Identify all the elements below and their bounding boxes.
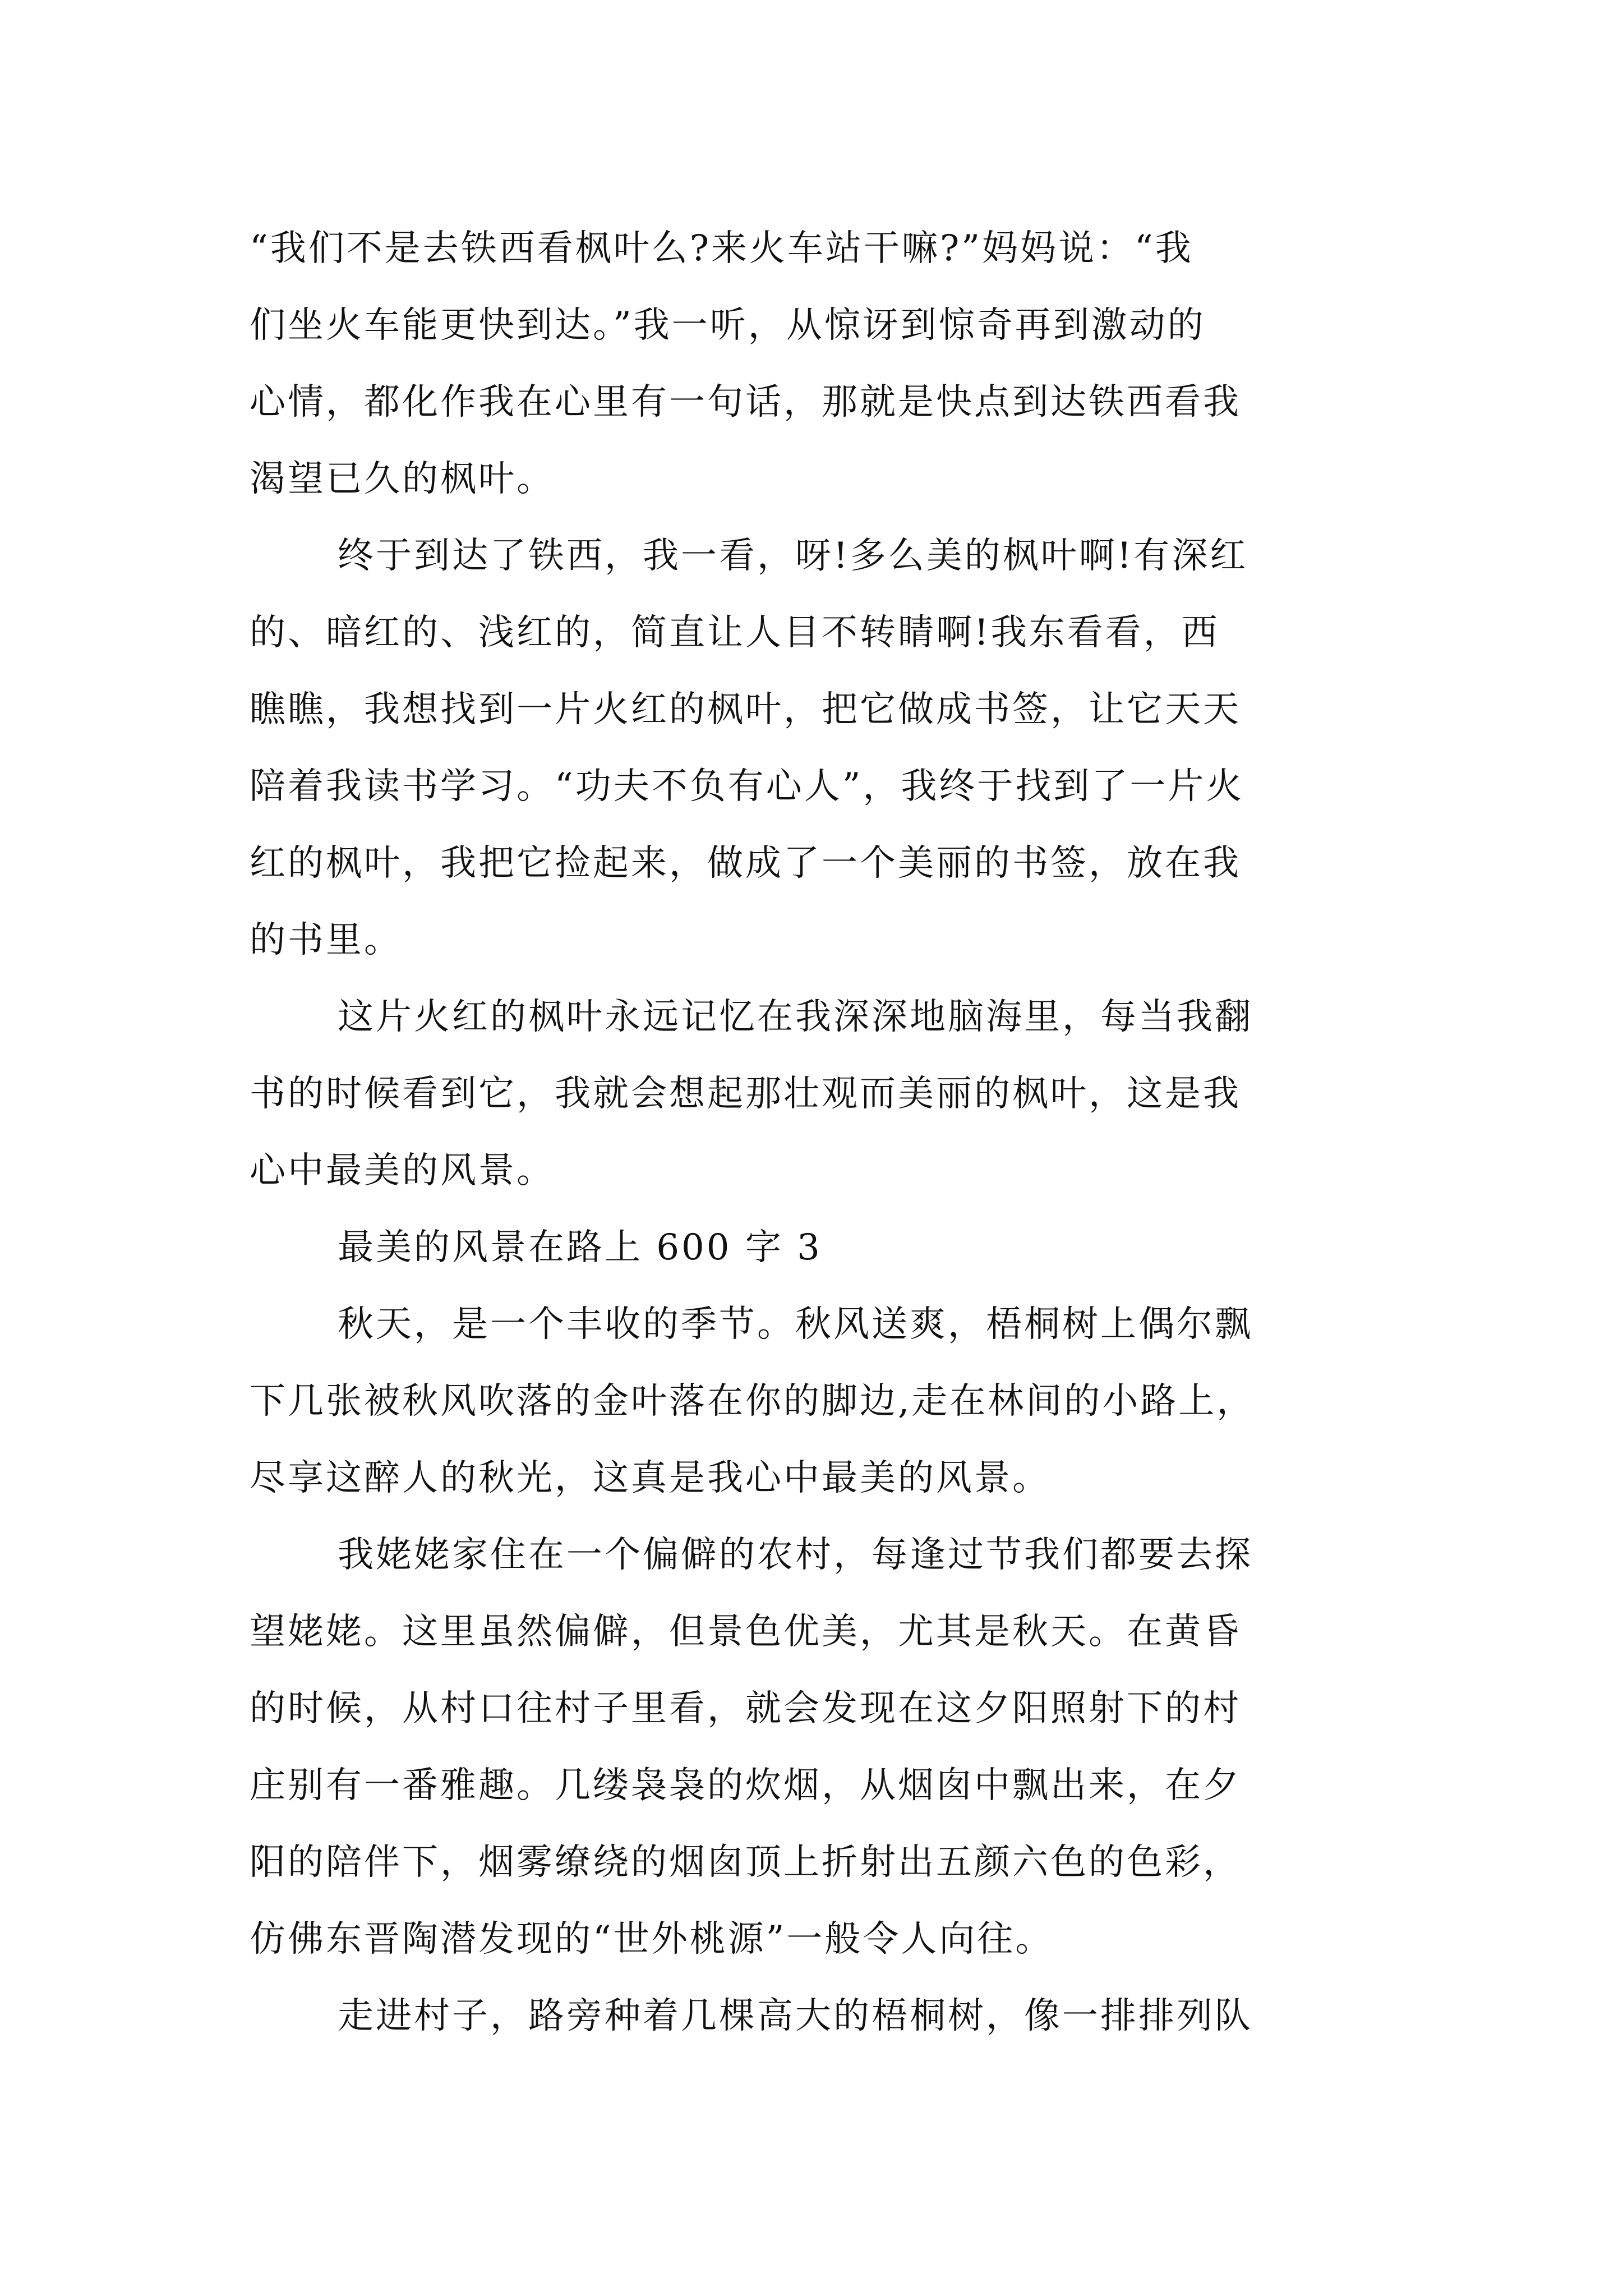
- paragraph-line: 秋天，是一个丰收的季节。秋风送爽，梧桐树上偶尔飘: [338, 1304, 1253, 1345]
- document-body: [250, 210, 1388, 2055]
- paragraph-line: 我姥姥家住在一个偏僻的农村，每逢过节我们都要去探: [338, 1534, 1253, 1576]
- paragraph-line: 终于到达了铁西，我一看，呀!多么美的枫叶啊!有深红: [338, 535, 1248, 577]
- paragraph-line: 红的枫叶，我把它捡起来，做成了一个美丽的书签，放在我: [250, 843, 1241, 884]
- paragraph-line: 渴望已久的枫叶。: [250, 458, 555, 500]
- paragraph-line: 阳的陪伴下，烟雾缭绕的烟囱顶上折射出五颜六色的色彩，: [250, 1842, 1241, 1883]
- paragraph-line: 心情，都化作我在心里有一句话，那就是快点到达铁西看我: [250, 381, 1241, 423]
- paragraph-line: 的、暗红的、浅红的，简直让人目不转睛啊!我东看看，西: [250, 612, 1220, 654]
- paragraph-line: “我们不是去铁西看枫叶么?来火车站干嘛?”妈妈说：“我: [250, 228, 1193, 269]
- section-title: 最美的风景在路上 600 字 3: [338, 1227, 822, 1268]
- paragraph-line: 书的时候看到它，我就会想起那壮观而美丽的枫叶，这是我: [250, 1073, 1241, 1115]
- paragraph-line: 们坐火车能更快到达。”我一听，从惊讶到惊奇再到激动的: [250, 305, 1206, 346]
- paragraph-line: 下几张被秋风吹落的金叶落在你的脚边,走在林间的小路上，: [250, 1381, 1255, 1422]
- paragraph-line: 尽享这醉人的秋光，这真是我心中最美的风景。: [250, 1457, 1050, 1499]
- paragraph-line: 望姥姥。这里虽然偏僻，但景色优美，尤其是秋天。在黄昏: [250, 1611, 1241, 1653]
- paragraph-line: 的书里。: [250, 919, 402, 961]
- paragraph-line: 这片火红的枫叶永远记忆在我深深地脑海里，每当我翻: [338, 996, 1253, 1038]
- paragraph-line: 瞧瞧，我想找到一片火红的枫叶，把它做成书签，让它天天: [250, 689, 1241, 730]
- paragraph-line: 陪着我读书学习。“功夫不负有心人”，我终于找到了一片火: [250, 766, 1244, 807]
- paragraph-line: 的时候，从村口往村子里看，就会发现在这夕阳照射下的村: [250, 1688, 1241, 1729]
- paragraph-line: 仿佛东晋陶潜发现的“世外桃源”一般令人向往。: [250, 1918, 1054, 1960]
- paragraph-line: 走进村子，路旁种着几棵高大的梧桐树，像一排排列队: [338, 1995, 1253, 2037]
- paragraph-line: 庄别有一番雅趣。几缕袅袅的炊烟，从烟囱中飘出来，在夕: [250, 1765, 1241, 1806]
- paragraph-line: 心中最美的风景。: [250, 1150, 555, 1191]
